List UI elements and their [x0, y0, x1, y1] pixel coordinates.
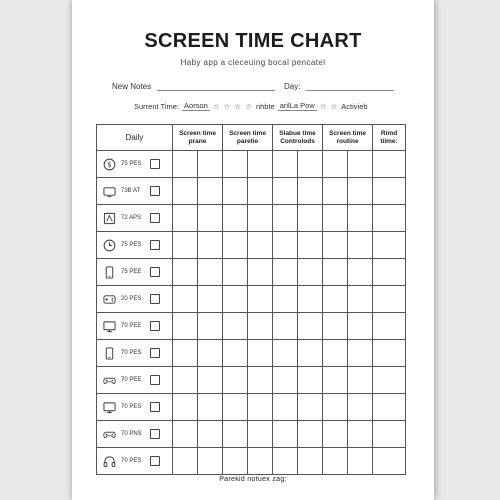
table-row [97, 151, 406, 178]
grid-cell[interactable] [323, 340, 348, 367]
current-time-label: Surrent Time: [134, 101, 180, 111]
grid-cell[interactable] [273, 421, 298, 448]
grid-cell[interactable] [248, 259, 273, 286]
row-label: 75 PEE [121, 269, 142, 275]
grid-cell[interactable] [323, 232, 348, 259]
row-label: 70 PEE [121, 323, 142, 329]
row-label: 75 PES [121, 161, 142, 167]
grid-cell[interactable] [373, 448, 406, 475]
table-row [97, 421, 406, 448]
table-header-row [97, 125, 406, 151]
grid-cell[interactable] [373, 286, 406, 313]
grid-cell[interactable] [348, 286, 373, 313]
grid-cell[interactable] [348, 340, 373, 367]
grid-cell[interactable] [298, 232, 323, 259]
grid-cell[interactable] [298, 340, 323, 367]
grid-cell[interactable] [248, 313, 273, 340]
grid-cell[interactable] [373, 178, 406, 205]
grid-cell[interactable] [273, 178, 298, 205]
table-row [97, 367, 406, 394]
grid-cell[interactable] [348, 232, 373, 259]
grid-cell[interactable] [348, 178, 373, 205]
grid-cell[interactable] [323, 286, 348, 313]
grid-cell[interactable] [198, 367, 223, 394]
grid-cell[interactable] [273, 367, 298, 394]
row-checkbox[interactable] [150, 186, 160, 196]
grid-cell[interactable] [173, 313, 198, 340]
grid-cell[interactable] [198, 340, 223, 367]
row-label: 70 PES [121, 404, 142, 410]
row-checkbox[interactable] [150, 267, 160, 277]
grid-cell[interactable] [348, 367, 373, 394]
grid-cell[interactable] [248, 421, 273, 448]
grid-cell[interactable] [198, 313, 223, 340]
grid-cell[interactable] [198, 178, 223, 205]
grid-cell[interactable] [373, 367, 406, 394]
grid-cell[interactable] [273, 340, 298, 367]
row-label-cell [97, 421, 173, 448]
grid-cell[interactable] [373, 205, 406, 232]
day-field-label: Day: [284, 82, 301, 91]
tv-icon [103, 185, 116, 198]
row-label: 70 PEE [121, 377, 142, 383]
row-checkbox[interactable] [150, 159, 160, 169]
grid-cell[interactable] [273, 151, 298, 178]
row-label-cell [97, 259, 173, 286]
grid-cell[interactable] [223, 259, 248, 286]
grid-cell[interactable] [173, 421, 198, 448]
dollar-icon [103, 158, 116, 171]
table-row [97, 259, 406, 286]
day-field[interactable] [284, 81, 394, 91]
grid-cell[interactable] [223, 448, 248, 475]
grid-cell[interactable] [273, 259, 298, 286]
row-label-cell [97, 394, 173, 421]
grid-cell[interactable] [198, 421, 223, 448]
row-label-cell [97, 448, 173, 475]
clock-icon [103, 239, 116, 252]
grid-cell[interactable] [198, 259, 223, 286]
row-label-cell [97, 340, 173, 367]
table-row [97, 448, 406, 475]
row-checkbox[interactable] [150, 294, 160, 304]
grid-cell[interactable] [198, 394, 223, 421]
grid-cell[interactable] [173, 232, 198, 259]
grid-cell[interactable] [223, 178, 248, 205]
grid-cell[interactable] [173, 367, 198, 394]
grid-cell[interactable] [173, 448, 198, 475]
monitor-icon [103, 320, 116, 333]
grid-cell[interactable] [173, 259, 198, 286]
row-checkbox[interactable] [150, 213, 160, 223]
rating-stars-2: ☆ ☆ [319, 101, 339, 111]
grid-cell[interactable] [298, 448, 323, 475]
grid-cell[interactable] [223, 421, 248, 448]
grid-cell[interactable] [248, 178, 273, 205]
grid-cell[interactable] [223, 367, 248, 394]
grid-cell[interactable] [198, 448, 223, 475]
grid-cell[interactable] [373, 259, 406, 286]
grid-cell[interactable] [223, 232, 248, 259]
grid-cell[interactable] [223, 286, 248, 313]
row-checkbox[interactable] [150, 348, 160, 358]
grid-cell[interactable] [273, 286, 298, 313]
current-time-value[interactable]: Aorson [184, 101, 208, 110]
table-row [97, 286, 406, 313]
grid-cell[interactable] [223, 313, 248, 340]
row-label: 73B AT [121, 188, 141, 194]
gamepad-icon [103, 293, 116, 306]
grid-cell[interactable] [298, 178, 323, 205]
grid-cell[interactable] [273, 205, 298, 232]
controller-icon [103, 428, 116, 441]
grid-cell[interactable] [198, 286, 223, 313]
meta-row [134, 101, 368, 111]
svg-text:$: $ [107, 160, 112, 169]
activities-label: Activieb [341, 101, 368, 111]
grid-cell[interactable] [173, 205, 198, 232]
row-label-cell [97, 367, 173, 394]
row-label: 70 PNS [121, 431, 142, 437]
grid-cell[interactable] [323, 313, 348, 340]
parent-notes: Parekid notuex zag: [219, 476, 287, 483]
grid-cell[interactable] [373, 421, 406, 448]
table-row [97, 205, 406, 232]
headphones-icon [103, 455, 116, 468]
header-col-5: Rimd tiime: [373, 125, 406, 151]
page-title: SCREEN TIME CHART [144, 30, 362, 52]
grid-cell[interactable] [348, 205, 373, 232]
grid-cell[interactable] [298, 286, 323, 313]
row-label-cell [97, 313, 173, 340]
row-label-cell [97, 178, 173, 205]
grid-cell[interactable] [248, 340, 273, 367]
rating-stars-1: ☆ ☆ ☆ ☆ [212, 101, 253, 111]
grid-cell[interactable] [298, 313, 323, 340]
grid-cell[interactable] [348, 394, 373, 421]
grid-cell[interactable] [173, 340, 198, 367]
grid-cell[interactable] [323, 367, 348, 394]
row-checkbox[interactable] [150, 402, 160, 412]
grid-cell[interactable] [373, 340, 406, 367]
header-col-4: Screen time routine [323, 125, 373, 151]
row-checkbox[interactable] [150, 240, 160, 250]
grid-cell[interactable] [198, 232, 223, 259]
grid-cell[interactable] [248, 232, 273, 259]
grid-cell[interactable] [323, 178, 348, 205]
row-checkbox[interactable] [150, 456, 160, 466]
grid-cell[interactable] [298, 421, 323, 448]
grid-cell[interactable] [373, 394, 406, 421]
row-label: 20 PES [121, 296, 142, 302]
grid-cell[interactable] [298, 205, 323, 232]
header-col-2: Screen time paretie [223, 125, 273, 151]
grid-cell[interactable] [323, 151, 348, 178]
row-checkbox[interactable] [150, 429, 160, 439]
grid-cell[interactable] [223, 340, 248, 367]
row-label: 75 PES [121, 242, 142, 248]
table-row [97, 340, 406, 367]
grid-cell[interactable] [323, 259, 348, 286]
name-field-label: New Notes [112, 82, 152, 91]
grid-cell[interactable] [223, 394, 248, 421]
row-checkbox[interactable] [150, 321, 160, 331]
grid-cell[interactable] [173, 151, 198, 178]
grid-cell[interactable] [323, 205, 348, 232]
grid-cell[interactable] [298, 367, 323, 394]
grid-cell[interactable] [273, 232, 298, 259]
grid-cell[interactable] [348, 313, 373, 340]
day-field-line[interactable] [306, 81, 394, 91]
row-label: 70 PES [121, 458, 142, 464]
row-label: 72 APS [121, 215, 142, 221]
grid-cell[interactable] [198, 151, 223, 178]
grid-cell[interactable] [348, 448, 373, 475]
row-label-cell [97, 286, 173, 313]
grid-cell[interactable] [248, 286, 273, 313]
row-label-cell [97, 205, 173, 232]
row-label-cell [97, 151, 173, 178]
grid-cell[interactable] [298, 151, 323, 178]
grid-cell[interactable] [348, 151, 373, 178]
grid-cell[interactable] [248, 151, 273, 178]
meta-value[interactable]: arilLa Pow [279, 101, 315, 110]
grid-cell[interactable] [248, 367, 273, 394]
grid-cell[interactable] [323, 448, 348, 475]
monitor-icon [103, 401, 116, 414]
grid-cell[interactable] [323, 394, 348, 421]
row-checkbox[interactable] [150, 375, 160, 385]
phone-icon [103, 266, 116, 279]
grid-cell[interactable] [248, 205, 273, 232]
grid-cell[interactable] [298, 394, 323, 421]
name-field[interactable] [112, 81, 275, 91]
grid-cell[interactable] [373, 232, 406, 259]
row-label: 70 PES [121, 350, 142, 356]
grid-cell[interactable] [173, 286, 198, 313]
page-subtitle: Haby app a cleceuing bocal pencatel [180, 58, 326, 67]
chart-sheet [72, 0, 434, 500]
tablet-icon [103, 212, 116, 225]
phone-icon [103, 347, 116, 360]
grid-cell[interactable] [298, 259, 323, 286]
grid-cell[interactable] [248, 394, 273, 421]
grid-cell[interactable] [373, 313, 406, 340]
name-field-line[interactable] [157, 81, 275, 91]
row-label-cell [97, 232, 173, 259]
header-col-3: Slabue time Controlods [273, 125, 323, 151]
table-row [97, 394, 406, 421]
grid-cell[interactable] [373, 151, 406, 178]
controller-icon [103, 374, 116, 387]
screen-time-table [96, 124, 406, 475]
table-row [97, 313, 406, 340]
grid-cell[interactable] [273, 394, 298, 421]
grid-cell[interactable] [223, 151, 248, 178]
header-daily: Daily [97, 125, 173, 151]
grid-cell[interactable] [223, 205, 248, 232]
grid-cell[interactable] [198, 205, 223, 232]
grid-cell[interactable] [173, 178, 198, 205]
grid-cell[interactable] [173, 394, 198, 421]
grid-cell[interactable] [273, 448, 298, 475]
grid-cell[interactable] [348, 421, 373, 448]
header-col-1: Screen time prane [173, 125, 223, 151]
grid-cell[interactable] [348, 259, 373, 286]
table-row [97, 178, 406, 205]
grid-cell[interactable] [323, 421, 348, 448]
grid-cell[interactable] [248, 448, 273, 475]
meta-mid-text: nhbte [255, 101, 275, 111]
table-row [97, 232, 406, 259]
grid-cell[interactable] [273, 313, 298, 340]
